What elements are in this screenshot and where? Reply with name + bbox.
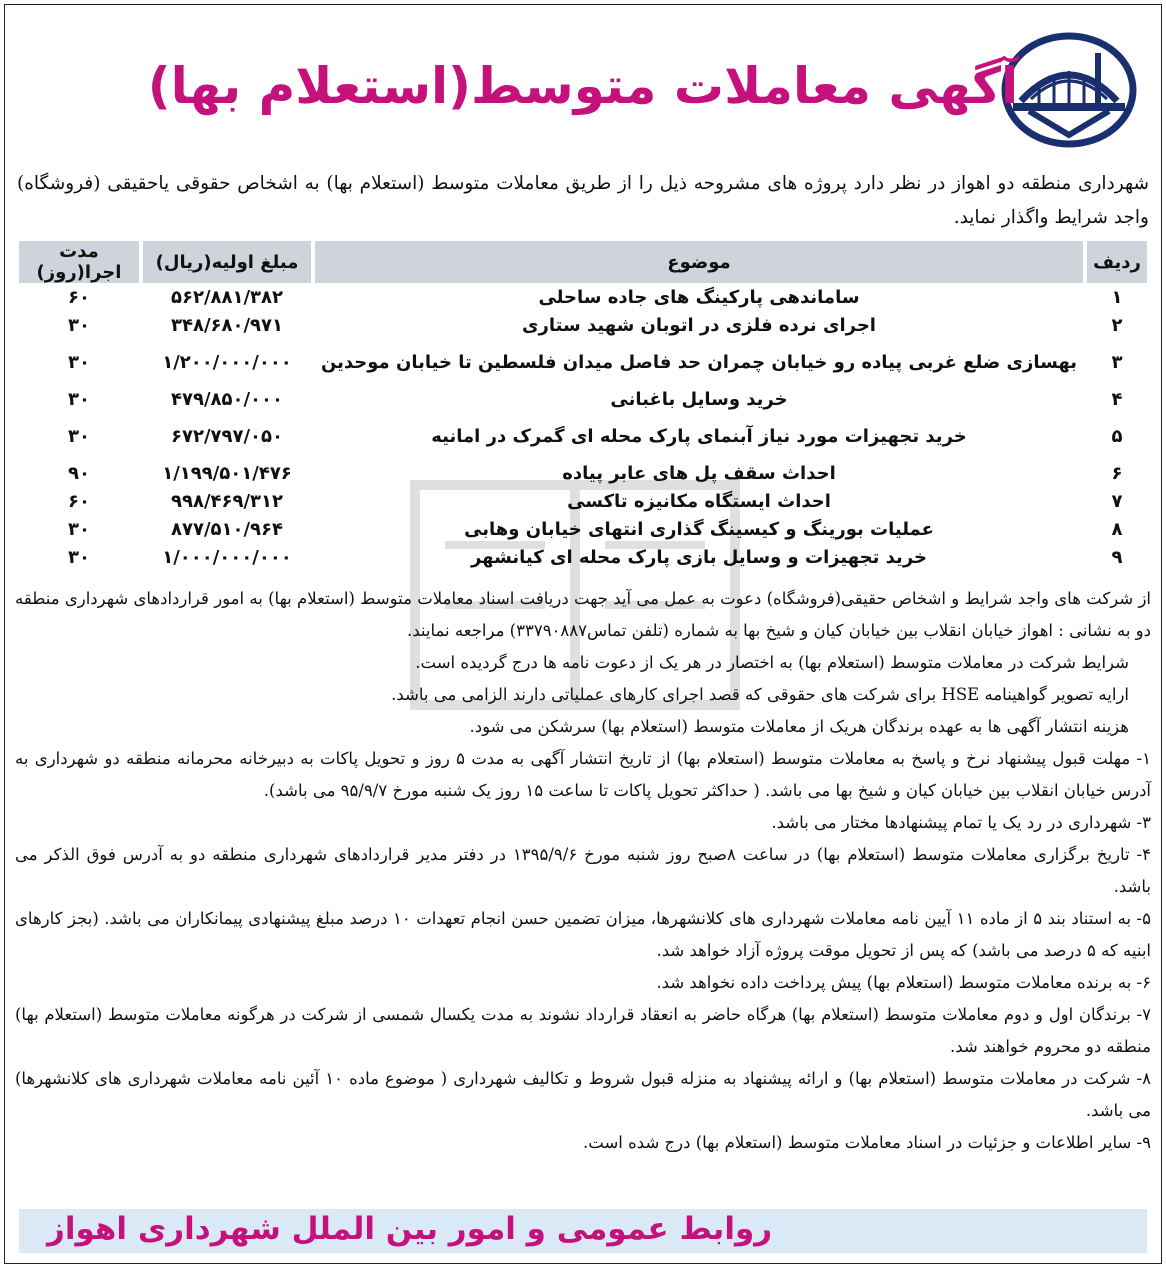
table-row bbox=[19, 487, 1147, 515]
hse-paragraph: ارایه تصویر گواهینامه HSE برای شرکت های حقوقی که قصد اجرای کارهای عملیاتی دارند الزامی می باشد. bbox=[391, 685, 1129, 704]
row-subject: اجرای نرده فلزی در اتوبان شهید ستاری bbox=[522, 314, 876, 336]
clause-5: ۵- به استناد بند ۵ از ماده ۱۱ آیین نامه معاملات شهرداری های کلانشهرها، میزان تضمین حسن انجام تعهدات ۱۰ درصد مبلغ پیشنهادی پیمانکاران می باشد. (بجز کارهای ابنیه که ۵ درصد می باشد) که پس از تحویل موقت پروژه آزاد خواهد شد. bbox=[15, 909, 1151, 960]
notice-page bbox=[4, 4, 1162, 1264]
row-number: ۲ bbox=[1111, 314, 1123, 336]
row-amount: ۳۴۸/۶۸۰/۹۷۱ bbox=[170, 314, 284, 336]
row-amount: ۵۶۲/۸۸۱/۳۸۲ bbox=[170, 286, 284, 308]
row-amount: ۸۷۷/۵۱۰/۹۶۴ bbox=[170, 518, 284, 540]
row-days: ۶۰ bbox=[68, 286, 90, 308]
table-row bbox=[19, 543, 1147, 571]
row-days: ۳۰ bbox=[68, 546, 90, 568]
row-days: ۶۰ bbox=[68, 490, 90, 512]
clause-8: ۸- شرکت در معاملات متوسط (استعلام بها) و ارائه پیشنهاد به منزله قبول شروط و تکالیف شهرداری ( موضوع ماده ۱۰ آئین نامه معاملات شهرداری های کلانشهرها) می باشد. bbox=[15, 1069, 1151, 1120]
header-row-number: ردیف bbox=[1087, 241, 1147, 283]
row-days: ۳۰ bbox=[68, 351, 90, 373]
row-number: ۴ bbox=[1111, 388, 1123, 410]
row-amount: ۴۷۹/۸۵۰/۰۰۰ bbox=[170, 388, 284, 410]
table-row bbox=[19, 515, 1147, 543]
intro-paragraph: شهرداری منطقه دو اهواز در نظر دارد پروژه های مشروحه ذیل را از طریق معاملات متوسط (استعلام بها) به اشخاص حقوقی یاحقیقی (فروشگاه) واجد شرایط واگذار نماید. bbox=[17, 173, 1149, 228]
row-amount: ۱/۲۰۰/۰۰۰/۰۰۰ bbox=[162, 351, 292, 373]
row-days: ۹۰ bbox=[68, 462, 90, 484]
table-row bbox=[19, 311, 1147, 339]
row-subject: عملیات بورینگ و کیسینگ گذاری انتهای خیابان وهابی bbox=[464, 518, 934, 540]
clause-9: ۹- سایر اطلاعات و جزئیات در اسناد معاملات متوسط (استعلام بها) درج شده است. bbox=[583, 1133, 1151, 1152]
row-number: ۸ bbox=[1111, 518, 1123, 540]
clause-7: ۷- برندگان اول و دوم معاملات متوسط (استعلام بها) هرگاه حاضر به انعقاد قرارداد نشوند به مدت یکسال شمسی از شرکت در هرگونه معاملات متوسط (استعلام بها) منطقه دو محروم خواهند شد. bbox=[15, 1005, 1151, 1056]
table-row bbox=[19, 385, 1147, 413]
row-number: ۱ bbox=[1111, 286, 1123, 308]
row-number: ۷ bbox=[1111, 490, 1123, 512]
row-number: ۵ bbox=[1111, 425, 1123, 447]
table-row bbox=[19, 413, 1147, 459]
row-number: ۹ bbox=[1111, 546, 1123, 568]
table-header-row bbox=[19, 241, 1147, 283]
conditions-paragraph: شرایط شرکت در معاملات متوسط (استعلام بها) به اختصار در هر یک از دعوت نامه ها درج گردیده است. bbox=[415, 653, 1129, 672]
row-days: ۳۰ bbox=[68, 388, 90, 410]
row-subject: خرید وسایل باغبانی bbox=[610, 388, 788, 410]
row-subject: خرید تجهیزات و وسایل بازی پارک محله ای کیانشهر bbox=[470, 546, 927, 568]
footer-banner bbox=[19, 1209, 1147, 1253]
header-subject: موضوع bbox=[315, 241, 1083, 283]
row-days: ۳۰ bbox=[68, 518, 90, 540]
footer-text: روابط عمومی و امور بین الملل شهرداری اهواز bbox=[47, 1211, 773, 1247]
row-amount: ۹۹۸/۴۶۹/۳۱۲ bbox=[170, 490, 284, 512]
projects-table bbox=[15, 241, 1151, 571]
notice-body bbox=[15, 583, 1151, 1159]
row-subject: خرید تجهیزات مورد نیاز آبنمای پارک محله ای گمرک در امانیه bbox=[431, 425, 967, 447]
invite-paragraph: از شرکت های واجد شرایط و اشخاص حقیقی(فروشگاه) دعوت به عمل می آید جهت دریافت اسناد معاملات متوسط (استعلام بها) به امور قراردادهای شهرداری منطقه دو به نشانی : اهواز خیابان انقلاب بین خیابان کیان و شیخ بها به شماره (تلفن تماس۳۳۷۹۰۸۸۷) مراجعه نمایند. bbox=[15, 589, 1151, 640]
row-subject: بهسازی ضلع غربی پیاده رو خیابان چمران حد فاصل میدان فلسطین تا خیابان موحدین bbox=[320, 351, 1078, 373]
row-amount: ۱/۱۹۹/۵۰۱/۴۷۶ bbox=[162, 462, 292, 484]
row-days: ۳۰ bbox=[68, 425, 90, 447]
row-days: ۳۰ bbox=[68, 314, 90, 336]
notice-header bbox=[5, 5, 1161, 155]
row-number: ۳ bbox=[1111, 351, 1123, 373]
row-subject: احداث سقف پل های عابر پیاده bbox=[562, 462, 836, 484]
notice-title: آگهی معاملات متوسط(استعلام بها) bbox=[147, 57, 1019, 115]
ad-cost-paragraph: هزینه انتشار آگهی ها به عهده برندگان هریک از معاملات متوسط (استعلام بها) سرشکن می شود. bbox=[469, 717, 1129, 736]
row-amount: ۶۷۲/۷۹۷/۰۵۰ bbox=[170, 425, 284, 447]
header-days: مدت اجرا(روز) bbox=[19, 241, 139, 283]
clause-1: ۱- مهلت قبول پیشنهاد نرخ و پاسخ به معاملات متوسط (استعلام بها) از تاریخ انتشار آگهی به مدت ۵ روز و تحویل پاکات به دبیرخانه محرمانه منطقه دو شهرداری به آدرس خیابان انقلاب بین خیابان کیان و شیخ بها می باشد. ( حداکثر تحویل پاکات تا ساعت ۱۵ روز یک شنبه مورخ ۹۵/۹/۷ می باشد). bbox=[15, 749, 1151, 800]
table-row bbox=[19, 339, 1147, 385]
row-amount: ۱/۰۰۰/۰۰۰/۰۰۰ bbox=[162, 546, 292, 568]
row-subject: احداث ایستگاه مکانیزه تاکسی bbox=[567, 490, 831, 512]
table-row bbox=[19, 459, 1147, 487]
header-amount: مبلغ اولیه(ریال) bbox=[143, 241, 311, 283]
row-number: ۶ bbox=[1111, 462, 1123, 484]
clause-4: ۴- تاریخ برگزاری معاملات متوسط (استعلام بها) در ساعت ۸صبح روز شنبه مورخ ۱۳۹۵/۹/۶ در دفتر مدیر قراردادهای شهرداری منطقه دو به آدرس فوق الذکر می باشد. bbox=[15, 845, 1151, 896]
clause-3: ۳- شهرداری در رد یک یا تمام پیشنهادها مختار می باشد. bbox=[771, 813, 1151, 832]
clause-6: ۶- به برنده معاملات متوسط (استعلام بها) پیش پرداخت داده نخواهد شد. bbox=[656, 973, 1151, 992]
table-row bbox=[19, 283, 1147, 311]
row-subject: ساماندهی پارکینگ های جاده ساحلی bbox=[538, 286, 860, 308]
